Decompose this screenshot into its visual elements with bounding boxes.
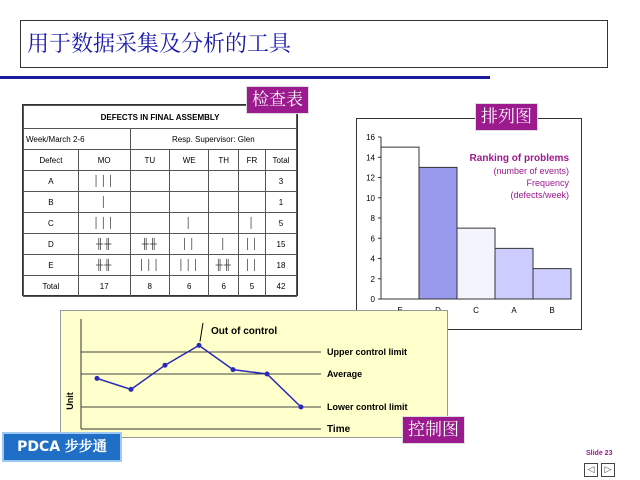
- totals-row: [24, 276, 297, 297]
- pdca-badge: PDCA 步步通: [2, 432, 122, 462]
- slide-title: 用于数据采集及分析的工具: [27, 32, 292, 57]
- header-cell: MO: [78, 150, 130, 171]
- y-tick-label: 16: [366, 133, 375, 142]
- tally-cell: [209, 192, 239, 213]
- check-sheet-table: [23, 105, 297, 297]
- chart-subtitle: (defects/week): [510, 190, 569, 200]
- annotation-label: Out of control: [211, 326, 278, 337]
- tally-cell: ││: [239, 255, 266, 276]
- tally-cell: [130, 213, 169, 234]
- chart-subtitle: Frequency: [526, 178, 569, 188]
- header-cell: Total: [265, 150, 296, 171]
- data-point: [95, 376, 100, 381]
- y-tick-label: 14: [366, 153, 375, 163]
- y-tick-label: 4: [370, 254, 375, 264]
- bar-C: [457, 228, 495, 299]
- check-sheet-title: DEFECTS IN FINAL ASSEMBLY: [24, 106, 297, 129]
- header-cell: TH: [209, 150, 239, 171]
- y-tick-label: 6: [370, 234, 375, 244]
- control-line-label: Lower control limit: [327, 402, 408, 412]
- total-cell: 5: [239, 276, 266, 297]
- annotation-arrow: [200, 323, 203, 341]
- tally-cell: │: [169, 213, 208, 234]
- tally-cell: ╫╫: [78, 234, 130, 255]
- data-point: [197, 343, 202, 348]
- x-tick-label: A: [511, 306, 517, 315]
- tally-cell: ╫╫: [130, 234, 169, 255]
- total-cell: 1: [265, 192, 296, 213]
- title-rule: [0, 76, 490, 79]
- data-point: [265, 372, 270, 377]
- tally-cell: │││: [78, 171, 130, 192]
- tally-cell: [239, 192, 266, 213]
- tally-cell: [209, 171, 239, 192]
- control-line-label: Average: [327, 369, 363, 379]
- tally-cell: │: [239, 213, 266, 234]
- next-slide-button[interactable]: ▷: [601, 463, 615, 477]
- defect-cell: C: [24, 213, 79, 234]
- control-chart-tag: 控制图: [402, 416, 465, 444]
- title-box: [20, 20, 608, 68]
- tally-cell: ╫╫: [78, 255, 130, 276]
- data-point: [129, 387, 134, 392]
- bar-B: [533, 269, 571, 299]
- bar-A: [495, 248, 533, 299]
- defect-cell: A: [24, 171, 79, 192]
- pareto-tag: 排列图: [475, 103, 538, 131]
- tally-cell: [130, 171, 169, 192]
- defect-cell: D: [24, 234, 79, 255]
- y-tick-label: 12: [366, 173, 375, 183]
- y-tick-label: 2: [370, 274, 375, 284]
- tally-cell: [130, 192, 169, 213]
- tally-cell: ││: [169, 234, 208, 255]
- tally-cell: [169, 192, 208, 213]
- check-sheet-supervisor: Resp. Supervisor: Glen: [130, 129, 296, 150]
- total-cell: 6: [169, 276, 208, 297]
- header-cell: Defect: [24, 150, 79, 171]
- total-cell: 15: [265, 234, 296, 255]
- control-svg: [61, 311, 447, 437]
- tally-cell: │: [209, 234, 239, 255]
- bar-E: [381, 147, 419, 299]
- total-cell: 18: [265, 255, 296, 276]
- table-row: [24, 255, 297, 276]
- check-sheet-header-row: [24, 150, 297, 171]
- grand-total-cell: 42: [265, 276, 296, 297]
- data-point: [163, 363, 168, 368]
- tally-cell: │││: [78, 213, 130, 234]
- check-sheet-tag: 检查表: [246, 86, 309, 114]
- y-axis-label: Unit: [65, 392, 75, 410]
- check-sheet: [22, 104, 298, 296]
- control-line-label: Upper control limit: [327, 347, 408, 357]
- total-cell: 6: [209, 276, 239, 297]
- y-tick-label: 0: [370, 295, 375, 304]
- tally-cell: [169, 171, 208, 192]
- defect-cell: E: [24, 255, 79, 276]
- total-cell: 17: [78, 276, 130, 297]
- y-tick-label: 10: [366, 193, 375, 203]
- header-cell: FR: [239, 150, 266, 171]
- tally-cell: [239, 171, 266, 192]
- table-row: [24, 213, 297, 234]
- table-row: [24, 234, 297, 255]
- tally-cell: │││: [130, 255, 169, 276]
- table-row: [24, 192, 297, 213]
- control-chart: [60, 310, 448, 438]
- total-cell: 5: [265, 213, 296, 234]
- x-tick-label: C: [473, 306, 479, 315]
- totals-label: Total: [24, 276, 79, 297]
- tally-cell: │: [78, 192, 130, 213]
- y-tick-label: 8: [370, 214, 375, 223]
- data-series-line: [97, 345, 301, 407]
- defect-cell: B: [24, 192, 79, 213]
- tally-cell: ╫╫: [209, 255, 239, 276]
- data-point: [231, 367, 236, 372]
- table-row: [24, 171, 297, 192]
- chart-title: Ranking of problems: [469, 153, 569, 164]
- total-cell: 8: [130, 276, 169, 297]
- x-axis-label: Time: [327, 424, 351, 435]
- header-cell: WE: [169, 150, 208, 171]
- slide-number: Slide 23: [586, 450, 613, 457]
- pareto-chart: [356, 118, 582, 330]
- tally-cell: [209, 213, 239, 234]
- pareto-svg: [357, 119, 581, 329]
- tally-cell: │││: [169, 255, 208, 276]
- chart-subtitle: (number of events): [493, 166, 569, 176]
- header-cell: TU: [130, 150, 169, 171]
- total-cell: 3: [265, 171, 296, 192]
- tally-cell: ││: [239, 234, 266, 255]
- bar-D: [419, 167, 457, 299]
- x-tick-label: B: [549, 306, 555, 315]
- prev-slide-button[interactable]: ◁: [584, 463, 598, 477]
- data-point: [299, 405, 304, 410]
- check-sheet-week: Week/March 2-6: [24, 129, 131, 150]
